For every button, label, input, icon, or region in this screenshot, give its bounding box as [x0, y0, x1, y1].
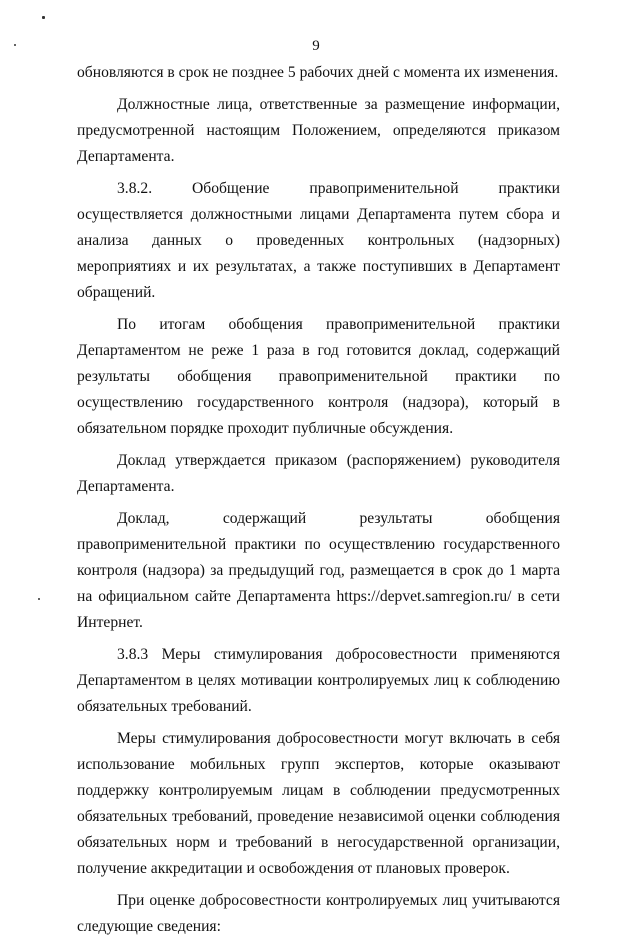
- paragraph: При оценке добросовестности контролируемых лиц учитываются следующие сведения:: [77, 892, 560, 935]
- paragraph: Доклад утверждается приказом (распоряжением) руководителя Департамента.: [77, 452, 560, 495]
- scan-speck: [38, 598, 40, 600]
- scan-speck: [42, 16, 45, 19]
- document-body: [77, 60, 560, 940]
- paragraph: Должностные лица, ответственные за размещение информации, предусмотренной настоящим Положением, определяются приказом Департамента.: [77, 96, 560, 165]
- paragraph: 3.8.2. Обобщение правоприменительной практики осуществляется должностными лицами Департамента путем сбора и анализа данных о проведенных контрольных (надзорных) мероприятиях и их результатах, а также поступивших в Департамент обращений.: [77, 180, 560, 301]
- paragraph: По итогам обобщения правоприменительной практики Департаментом не реже 1 раза в год готовится доклад, содержащий результаты обобщения правоприменительной практики по осуществлению государственного контроля (надзора), который в обязательном порядке проходит публичные обсуждения.: [77, 316, 560, 437]
- paragraph: обновляются в срок не позднее 5 рабочих дней с момента их изменения.: [77, 64, 559, 81]
- paragraph: Доклад, содержащий результаты обобщения правоприменительной практики по осуществлению государственного контроля (надзора) за предыдущий год, размещается в срок до 1 марта на официальном сайте Департамента https://depvet.samregion.ru/ в сети Интернет.: [77, 510, 560, 631]
- page-number: 9: [312, 38, 320, 54]
- paragraph: Меры стимулирования добросовестности могут включать в себя использование мобильных групп экспертов, которые оказывают поддержку контролируемым лицам в соблюдении предусмотренных обязательных требований, проведение независимой оценки соблюдения обязательных норм и требований в негосударственной организации, получение аккредитации и освобождения от плановых проверок.: [77, 730, 560, 877]
- paragraph: 3.8.3 Меры стимулирования добросовестности применяются Департаментом в целях мотивации контролируемых лиц к соблюдению обязательных требований.: [77, 646, 560, 715]
